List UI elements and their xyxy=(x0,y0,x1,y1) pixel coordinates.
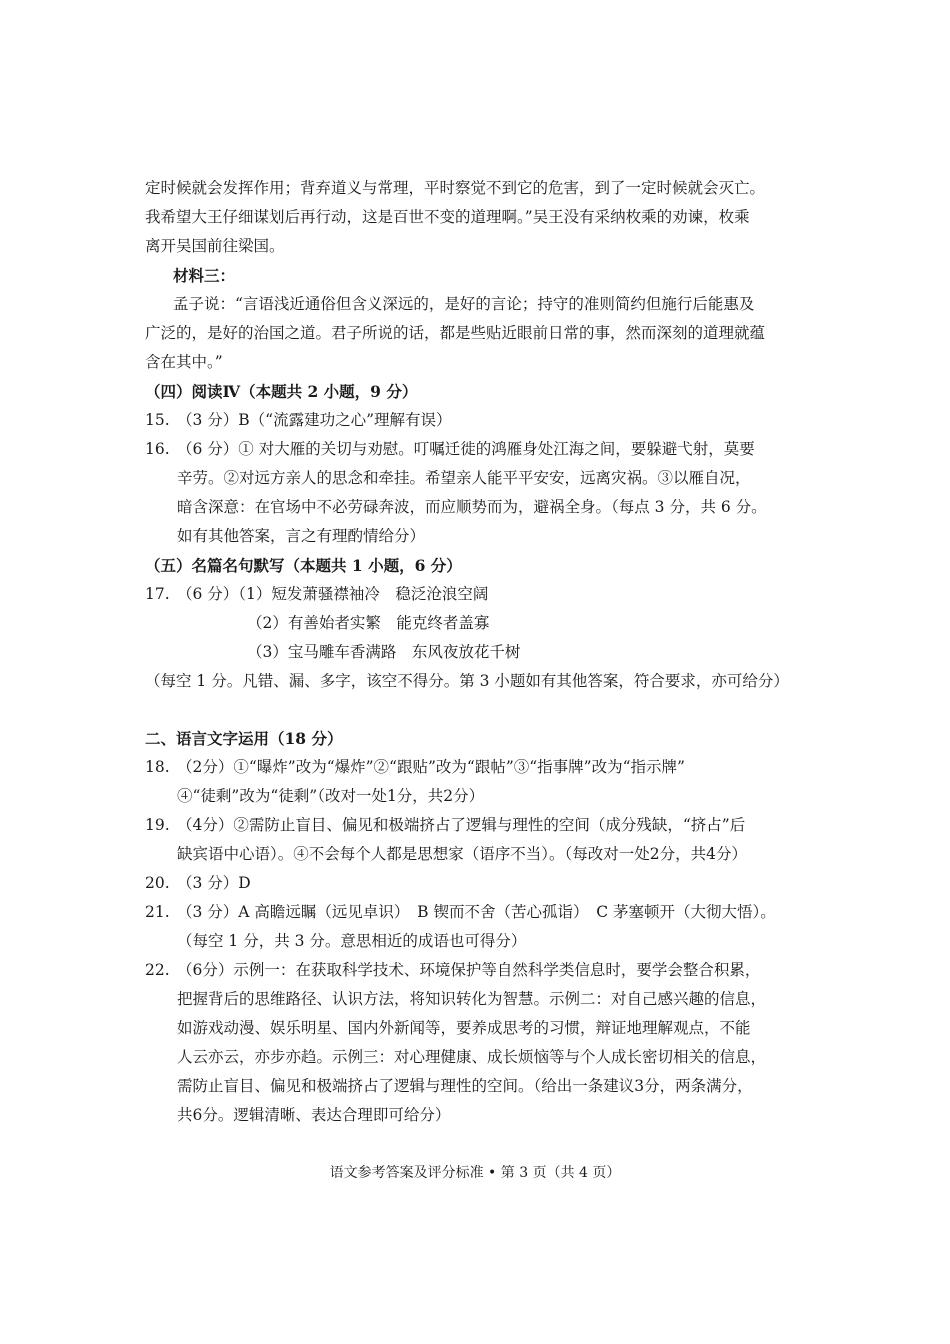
answer-text: （3）宝马雕车香满路 东风夜放花千树 xyxy=(247,643,521,661)
question-number: 20. xyxy=(145,874,170,892)
question-number: 18. xyxy=(145,758,170,776)
answer-text: （3 分）B（“流露建功之心”理解有误） xyxy=(177,411,452,429)
section4-heading: （四）阅读Ⅳ（本题共 2 小题，9 分） xyxy=(145,382,418,401)
answer-text: 如有其他答案，言之有理酌情给分） xyxy=(177,527,426,545)
material3-heading: 材料三： xyxy=(173,266,236,285)
question-17 xyxy=(145,580,815,696)
answer-text: 人云亦云，亦步亦趋。示例三：对心理健康、成长烦恼等与个人成长密切相关的信息， xyxy=(177,1048,767,1066)
question-19 xyxy=(145,811,815,869)
answer-text: （6 分）（1）短发萧骚襟袖冷 稳泛沧浪空阔 xyxy=(177,585,489,603)
material3-body xyxy=(145,290,815,377)
answer-text: 如游戏动漫、娱乐明星、国内外新闻等，要养成思考的习惯，辩证地理解观点，不能 xyxy=(177,1019,751,1037)
section5-heading: （五）名篇名句默写（本题共 1 小题，6 分） xyxy=(145,556,462,575)
scoring-note: （每空 1 分。凡错、漏、多字，该空不得分。第 3 小题如有其他答案，符合要求，亦可给分） xyxy=(145,672,789,690)
part2-heading: 二、语言文字运用（18 分） xyxy=(145,729,343,748)
answer-key-page xyxy=(145,174,815,1130)
question-21 xyxy=(145,898,815,956)
text-line: 离开吴国前往梁国。 xyxy=(145,237,285,255)
answer-text: 辛劳。②对远方亲人的思念和牵挂。希望亲人能平平安安，远离灾祸。③以雁自况， xyxy=(177,469,751,487)
answer-text: （2分）①“曝炸”改为“爆炸”②“跟贴”改为“跟帖”③“指事牌”改为“指示牌” xyxy=(177,758,685,776)
text-line: 含在其中。” xyxy=(145,353,223,371)
answer-text: 需防止盲目、偏见和极端挤占了逻辑与理性的空间。（给出一条建议3分，两条满分， xyxy=(177,1077,753,1095)
question-number: 15. xyxy=(145,411,170,429)
text-line: 孟子说：“言语浅近通俗但含义深远的，是好的言论；持守的准则简约但施行后能惠及 xyxy=(173,295,755,313)
answer-text: （6 分）① 对大雁的关切与劝慰。叮嘱迁徙的鸿雁身处江海之间，要躲避弋射，莫要 xyxy=(177,440,755,458)
text-line: 广泛的，是好的治国之道。君子所说的话，都是些贴近眼前日常的事，然而深刻的道理就蕴 xyxy=(145,324,766,342)
question-number: 22. xyxy=(145,961,170,979)
question-18 xyxy=(145,753,815,811)
question-20 xyxy=(145,869,815,898)
question-number: 17. xyxy=(145,585,170,603)
answer-text: 暗含深意：在官场中不必劳碌奔波，而应顺势而为，避祸全身。（每点 3 分，共 6 分。 xyxy=(177,498,767,516)
question-number: 16. xyxy=(145,440,170,458)
page-footer: 语文参考答案及评分标准 • 第 3 页（共 4 页） xyxy=(329,1165,621,1181)
answer-text: （3 分）A 高瞻远瞩（远见卓识） B 锲而不舍（苦心孤诣） C 茅塞顿开（大彻大悟）。 xyxy=(177,903,776,921)
answer-text: ④“徒剩”改为“徒剩”（改对一处1分，共2分） xyxy=(177,787,485,805)
answer-text: （3 分）D xyxy=(177,874,251,892)
question-22 xyxy=(145,956,815,1130)
answer-text: （每空 1 分，共 3 分。意思相近的成语也可得分） xyxy=(177,932,527,950)
answer-text: 把握背后的思维路径、认识方法，将知识转化为智慧。示例二：对自己感兴趣的信息， xyxy=(177,990,767,1008)
question-15 xyxy=(145,406,815,435)
question-16 xyxy=(145,435,815,551)
answer-text: （4分）②需防止盲目、偏见和极端挤占了逻辑与理性的空间（成分残缺，“挤占”后 xyxy=(177,816,746,834)
text-line: 我希望大王仔细谋划后再行动，这是百世不变的道理啊。”吴王没有采纳枚乘的劝谏，枚乘 xyxy=(145,208,750,226)
question-number: 19. xyxy=(145,816,170,834)
answer-text: 共6分。逻辑清晰、表达合理即可给分） xyxy=(177,1106,451,1124)
answer-text: （2）有善始者实繁 能克终者盖寡 xyxy=(247,614,490,632)
material2-tail xyxy=(145,174,815,261)
text-line: 定时候就会发挥作用；背弃道义与常理，平时察觉不到它的危害，到了一定时候就会灭亡。 xyxy=(145,179,766,197)
answer-text: 缺宾语中心语）。④不会每个人都是思想家（语序不当）。（每改对一处2分，共4分） xyxy=(177,845,747,863)
question-number: 21. xyxy=(145,903,170,921)
answer-text: （6分）示例一：在获取科学技术、环境保护等自然科学类信息时，要学会整合积累， xyxy=(177,961,761,979)
